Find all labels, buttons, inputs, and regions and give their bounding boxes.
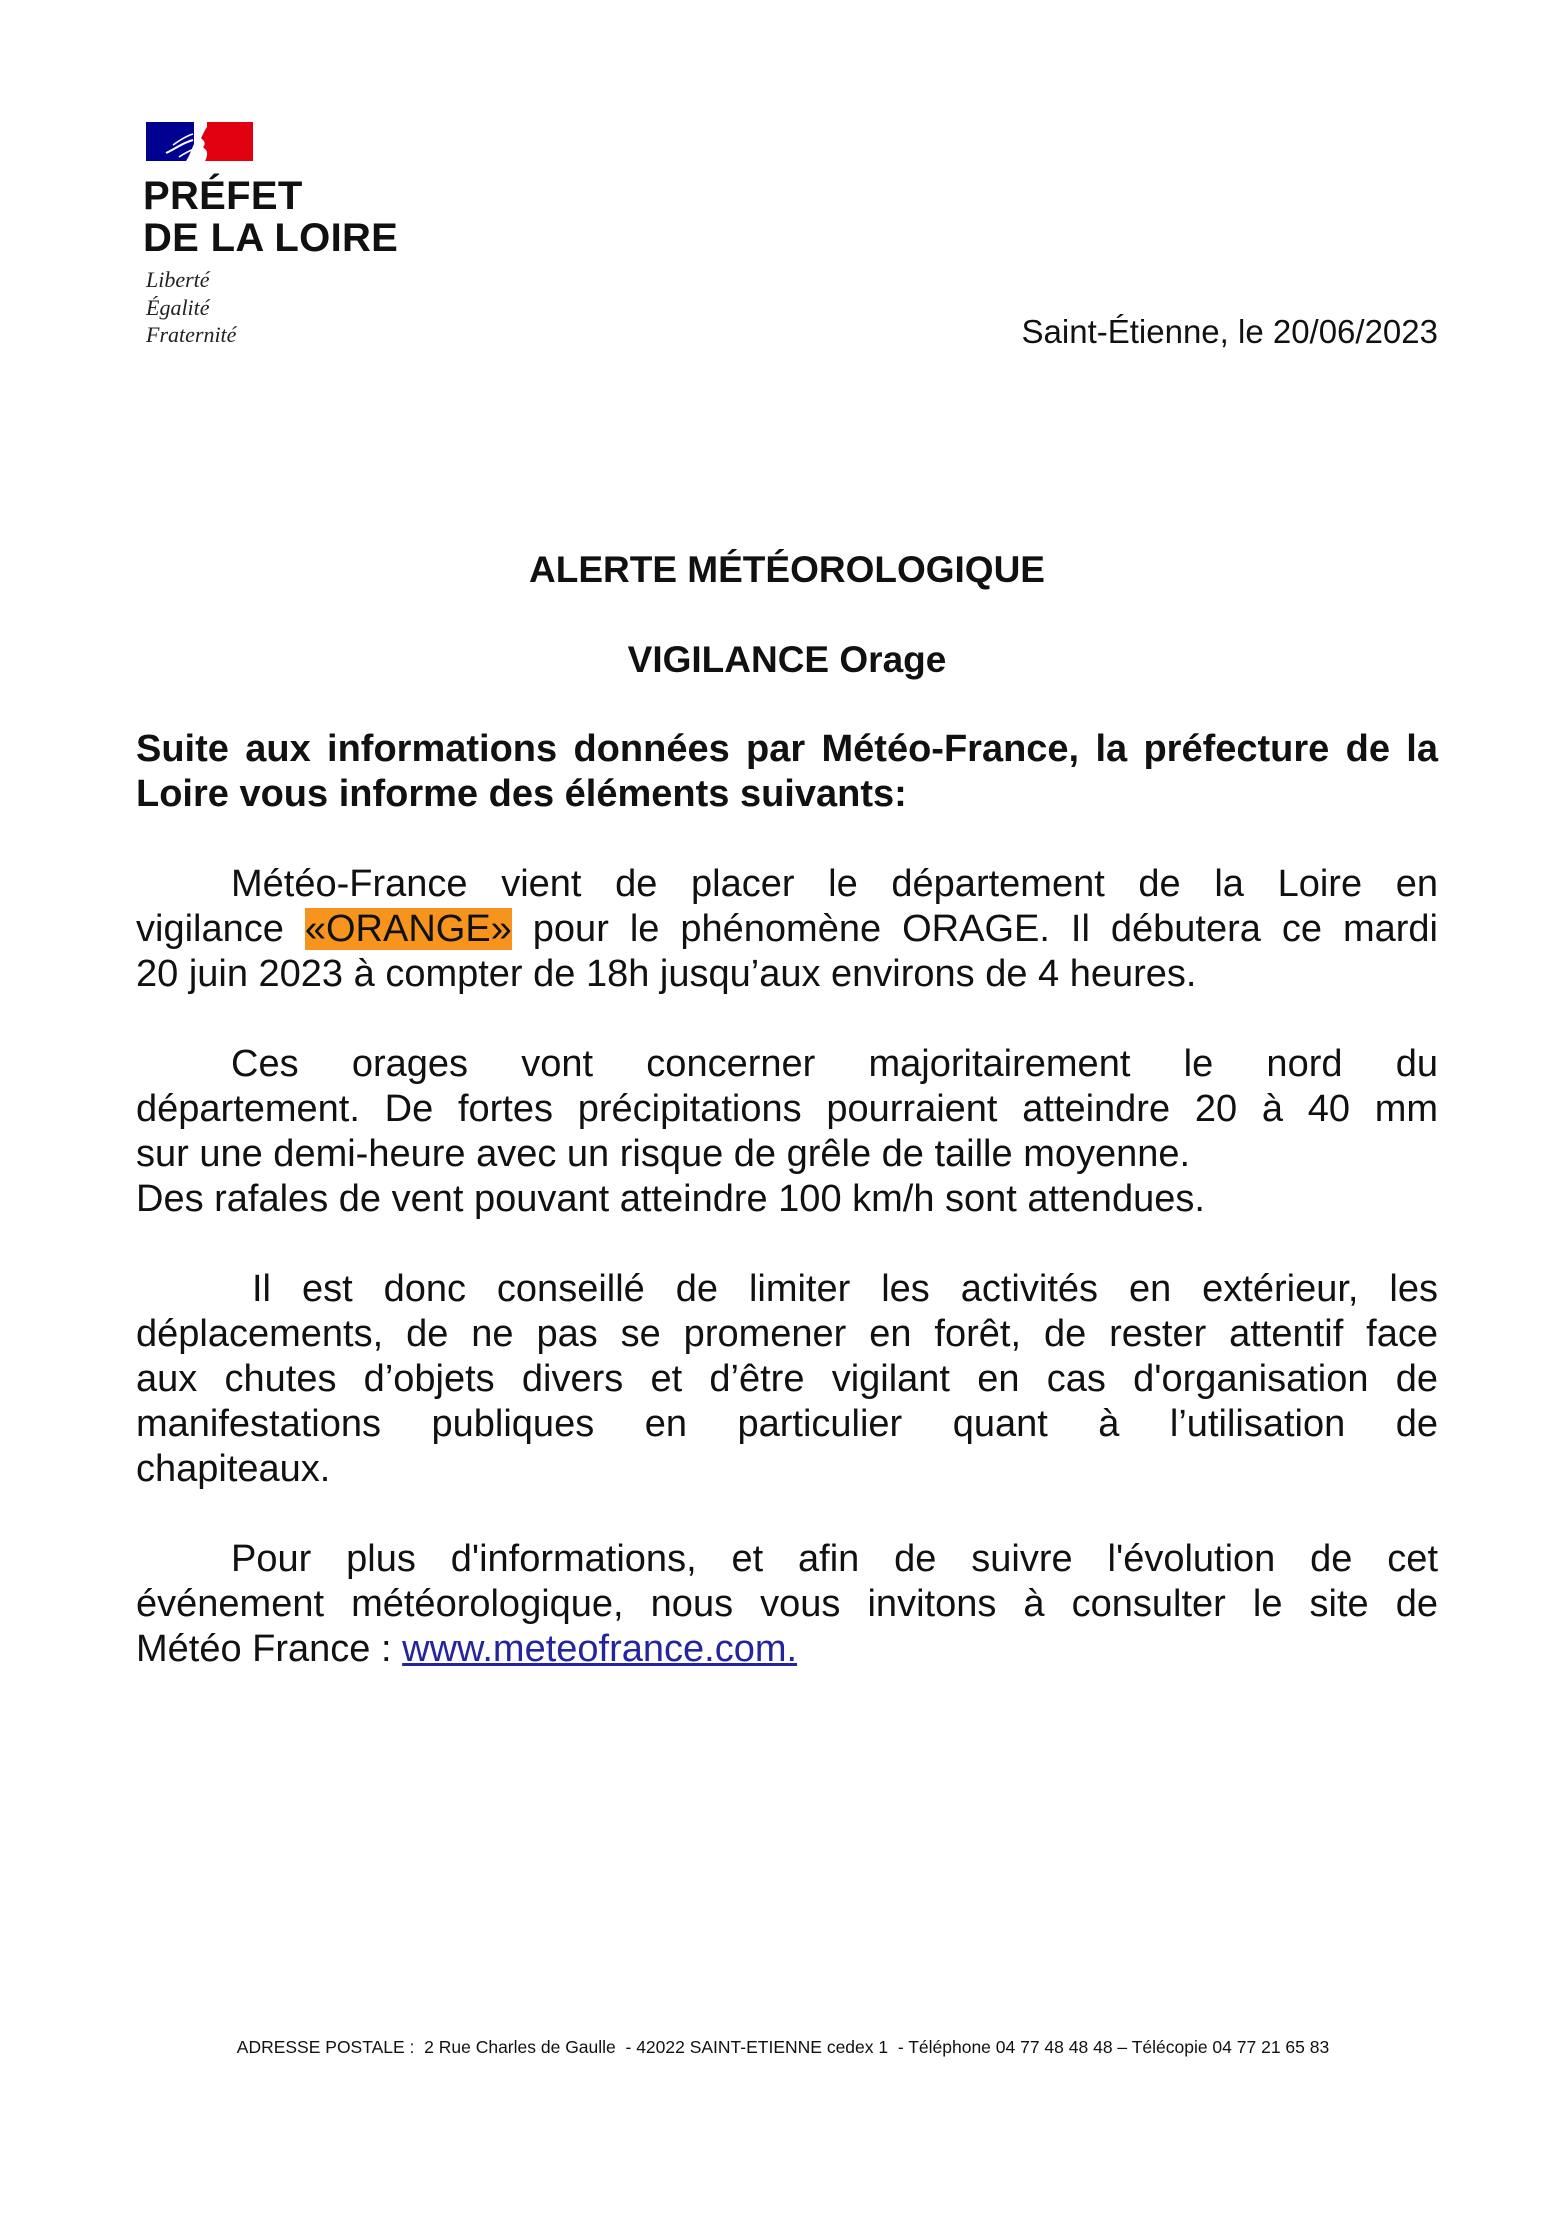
republic-motto (146, 266, 236, 349)
alert-level-highlight: «ORANGE» (304, 908, 512, 950)
text-line: Ces orages vont concerner majoritairement le nord du (231, 1043, 1438, 1085)
spacer (136, 817, 1438, 862)
meteofrance-link[interactable]: www.meteofrance.com. (402, 1628, 798, 1670)
text-line (136, 1627, 1438, 1672)
document-date: Saint-Étienne, le 20/06/2023 (1021, 313, 1438, 350)
paragraph-conseils (136, 1267, 1438, 1492)
prefecture-name (143, 175, 398, 259)
text-line: Pour plus d'informations, et afin de suivre l'évolution de cet (231, 1538, 1438, 1580)
text-line: chapiteaux. (136, 1448, 331, 1490)
text-line: département. De fortes précipitations pourraient atteindre 20 à 40 mm (136, 1088, 1438, 1130)
spacer (136, 1492, 1438, 1537)
text-segment: Météo France : (136, 1628, 403, 1670)
text-line: aux chutes d’objets divers et d’être vigilant en cas d'organisation de (136, 1358, 1438, 1400)
motto-egalite: Égalité (146, 294, 210, 320)
document-body (136, 547, 1438, 1672)
text-line: Suite aux informations données par Météo-France, la préfecture de la (136, 728, 1438, 770)
text-line: Loire vous informe des éléments suivants: (136, 773, 907, 815)
text-line: événement météorologique, nous vous invitons à consulter le site de (136, 1583, 1438, 1625)
paragraph-orages (136, 1042, 1438, 1222)
marianne-logo-icon (146, 122, 253, 161)
text-line: Des rafales de vent pouvant atteindre 100 km/h sont attendues. (136, 1178, 1205, 1220)
text-line (136, 907, 1438, 952)
text-segment: pour le phénomène ORAGE. Il débutera ce mardi (511, 908, 1438, 950)
document-subtitle: VIGILANCE Orage (627, 639, 947, 680)
text-segment: vigilance (136, 908, 305, 950)
text-line: sur une demi-heure avec un risque de grêle de taille moyenne. (136, 1133, 1191, 1175)
text-line: Il est donc conseillé de limiter les activités en extérieur, les (252, 1268, 1438, 1310)
motto-fraternite: Fraternité (146, 322, 237, 347)
prefecture-line-1: PRÉFET (143, 174, 303, 218)
prefecture-line-2: DE LA LOIRE (143, 216, 399, 260)
paragraph-vigilance (136, 862, 1438, 997)
spacer (136, 592, 1438, 637)
intro-paragraph (136, 727, 1438, 817)
document-title: ALERTE MÉTÉOROLOGIQUE (529, 549, 1045, 590)
spacer (136, 997, 1438, 1042)
text-line: manifestations publiques en particulier quant à l’utilisation de (136, 1403, 1438, 1445)
text-line: déplacements, de ne pas se promener en forêt, de rester attentif face (136, 1313, 1438, 1355)
flag-red-band (201, 122, 253, 161)
postal-address-footer: ADRESSE POSTALE : 2 Rue Charles de Gaulle - 42022 SAINT-ETIENNE cedex 1 - Téléphone 04 77 48 48 48 – Télécopie 04 77 21 65 83 (236, 2037, 1330, 2057)
text-line: 20 juin 2023 à compter de 18h jusqu’aux environs de 4 heures. (136, 953, 1197, 995)
paragraph-informations (136, 1537, 1438, 1672)
spacer (136, 1222, 1438, 1267)
spacer (136, 682, 1438, 727)
motto-liberte: Liberté (146, 267, 210, 292)
text-line: Météo-France vient de placer le département de la Loire en (231, 863, 1438, 905)
